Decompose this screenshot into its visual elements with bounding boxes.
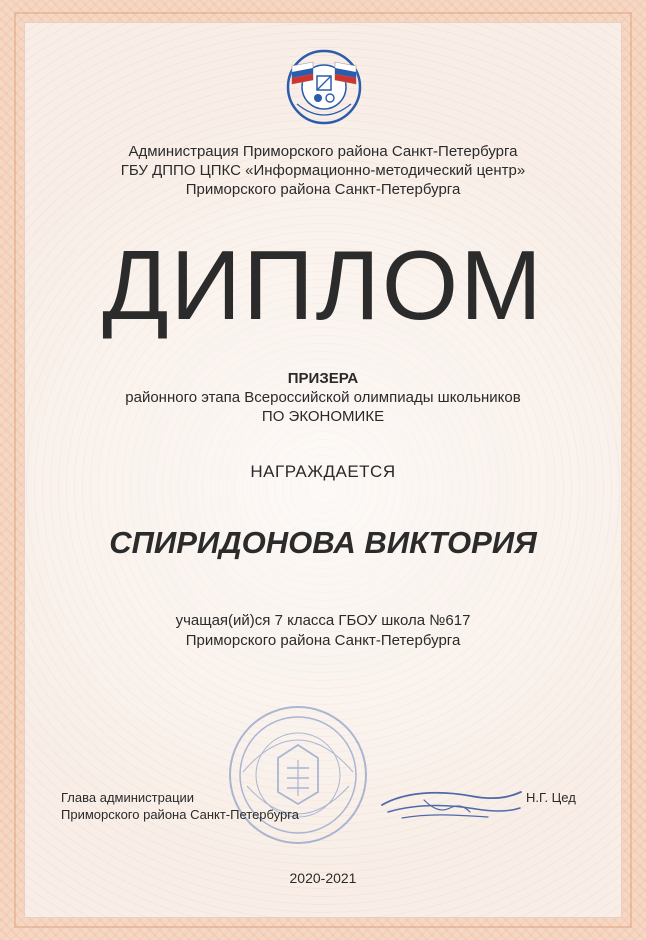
signer-name: Н.Г. Цед [526,790,576,805]
award-type: ПРИЗЕРА [287,370,359,387]
award-description [0,369,646,426]
olympiad-logo-icon [283,46,365,128]
award-stage: районного этапа Всероссийской олимпиады школьников [125,389,521,406]
student-info-line-2: Приморского района Санкт-Петербурга [185,632,461,649]
student-info [0,611,646,651]
student-info-line-1: учащая(ий)ся 7 класса ГБОУ школа №617 [175,612,471,629]
recipient-name: СПИРИДОНОВА ВИКТОРИЯ [109,525,537,560]
issuer-line-2: ГБУ ДППО ЦПКС «Информационно-методический центр» [120,162,526,179]
document-title: ДИПЛОМ [102,230,544,340]
issuer-line-3: Приморского района Санкт-Петербурга [185,181,461,198]
signer-position-line-1: Глава администрации [61,790,195,805]
issuer-line-1: Администрация Приморского района Санкт-Петербурга [128,143,518,160]
awarded-label: НАГРАЖДАЕТСЯ [250,462,396,481]
award-subject: ПО ЭКОНОМИКЕ [261,408,385,425]
signer-position [61,789,299,823]
stamp-icon [223,700,373,850]
signer-position-line-2: Приморского района Санкт-Петербурга [61,807,299,822]
academic-years: 2020-2021 [289,870,357,886]
handwritten-signature-icon [376,782,526,834]
issuer-block [0,142,646,199]
